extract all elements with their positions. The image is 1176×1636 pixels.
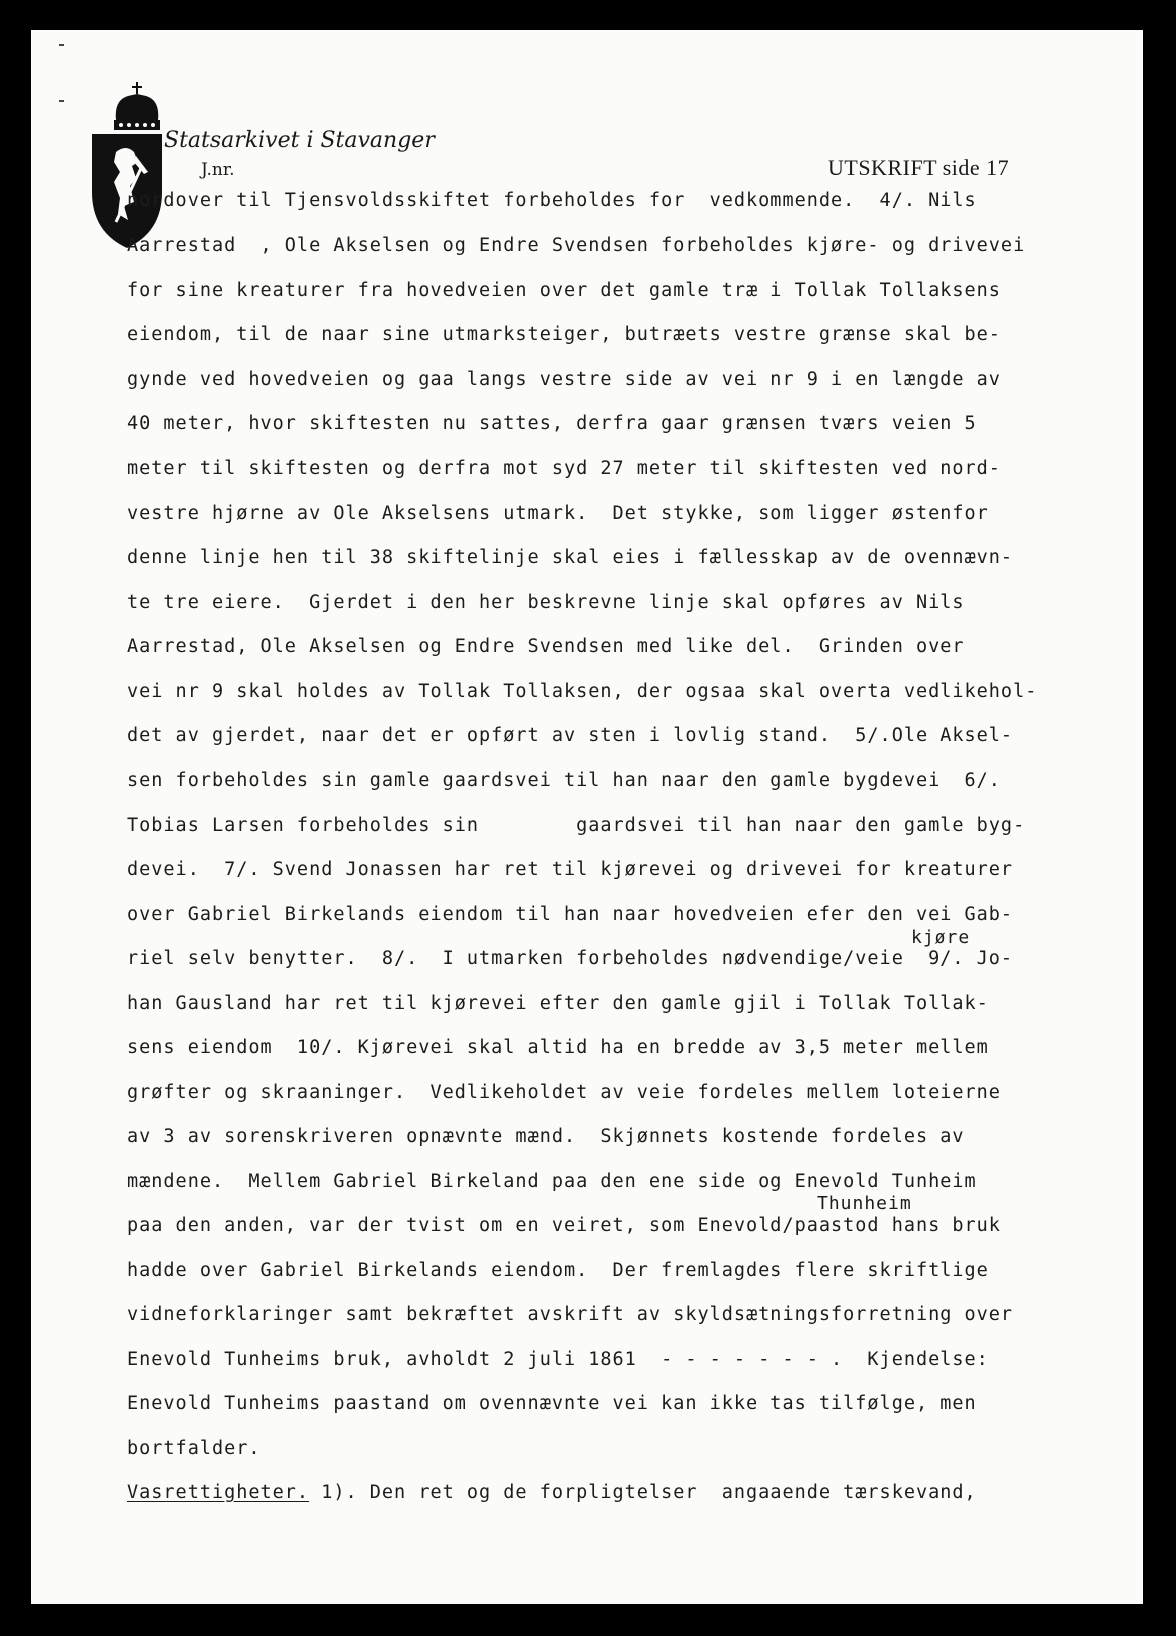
text-line: meter til skiftesten og derfra mot syd 27 meter til skiftesten ved nord- (127, 458, 1001, 479)
text-line: nordover til Tjensvoldsskiftet forbeholdes for vedkommende. 4/. Nils (127, 190, 977, 211)
text-line: te tre eiere. Gjerdet i den her beskrevne linje skal opføres av Nils (127, 592, 965, 613)
archive-name: Statsarkivet i Stavanger (164, 128, 435, 153)
text-line: sen forbeholdes sin gamle gaardsvei til han naar den gamle bygdevei 6/. (127, 770, 1001, 791)
text-line: denne linje hen til 38 skiftelinje skal eies i fællesskap av de ovennævn- (127, 547, 1014, 568)
text-line: for sine kreaturer fra hovedveien over det gamle træ i Tollak Tollaksens (127, 280, 1001, 301)
text-line: over Gabriel Birkelands eiendom til han naar hovedveien efer den vei Gab- (127, 904, 1014, 925)
text-line: hadde over Gabriel Birkelands eiendom. Der fremlagdes flere skriftlige (127, 1260, 989, 1281)
text-line: eiendom, til de naar sine utmarksteiger, butræets vestre grænse skal be- (127, 324, 1001, 345)
text-line: Aarrestad , Ole Akselsen og Endre Svendsen forbeholdes kjøre- og drivevei (127, 235, 1026, 256)
text-line: han Gausland har ret til kjørevei efter den gamle gjil i Tollak Tollak- (127, 993, 989, 1014)
handwritten-insertion: Thunheim (817, 1193, 912, 1214)
text-line: Aarrestad, Ole Akselsen og Endre Svendsen med like del. Grinden over (127, 636, 965, 657)
text-line: vidneforklaringer samt bekræftet avskrift av skyldsætningsforretning over (127, 1304, 1014, 1325)
document-body (127, 30, 1127, 1604)
text-line: devei. 7/. Svend Jonassen har ret til kjørevei og drivevei for kreaturer (127, 859, 1014, 880)
text-line: Enevold Tunheims paastand om ovennævnte vei kan ikke tas tilfølge, men (127, 1393, 977, 1414)
journal-number-label: J.nr. (201, 160, 235, 180)
text-line: paa den anden, var der tvist om en veiret, som Enevold/paastod hans bruk (127, 1215, 1001, 1236)
section-heading: Vasrettigheter. (127, 1482, 310, 1503)
text-line: det av gjerdet, naar det er opført av sten i lovlig stand. 5/.Ole Aksel- (127, 725, 1014, 746)
document-page (31, 30, 1143, 1604)
text-line: vei nr 9 skal holdes av Tollak Tollaksen, der ogsaa skal overta vedlikehol- (127, 681, 1038, 702)
text-line: 40 meter, hvor skiftesten nu sattes, derfra gaar grænsen tværs veien 5 (127, 413, 977, 434)
text-line: riel selv benytter. 8/. I utmarken forbeholdes nødvendige/veie 9/. Jo- (127, 948, 1014, 969)
text-line: grøfter og skraaninger. Vedlikeholdet av veie fordeles mellem loteierne (127, 1082, 1001, 1103)
margin-mark (59, 100, 64, 102)
text-line: Enevold Tunheims bruk, avholdt 2 juli 1861 - - - - - - - . Kjendelse: (127, 1349, 989, 1370)
section-text: 1). Den ret og de forpligtelser angaaende tærskevand, (309, 1482, 977, 1503)
margin-mark (59, 44, 64, 46)
text-line: gynde ved hovedveien og gaa langs vestre side av vei nr 9 i en længde av (127, 369, 1001, 390)
handwritten-insertion: kjøre (911, 927, 971, 948)
page-label: UTSKRIFT side 17 (828, 155, 1010, 180)
text-line-last (127, 1482, 977, 1503)
text-line: Tobias Larsen forbeholdes sin gaardsvei til han naar den gamle byg- (127, 815, 1026, 836)
text-line: vestre hjørne av Ole Akselsens utmark. Det stykke, som ligger østenfor (127, 503, 989, 524)
text-line: sens eiendom 10/. Kjørevei skal altid ha en bredde av 3,5 meter mellem (127, 1037, 989, 1058)
text-line: bortfalder. (127, 1438, 261, 1459)
text-line: mændene. Mellem Gabriel Birkeland paa den ene side og Enevold Tunheim (127, 1171, 977, 1192)
text-line: av 3 av sorenskriveren opnævnte mænd. Skjønnets kostende fordeles av (127, 1126, 965, 1147)
